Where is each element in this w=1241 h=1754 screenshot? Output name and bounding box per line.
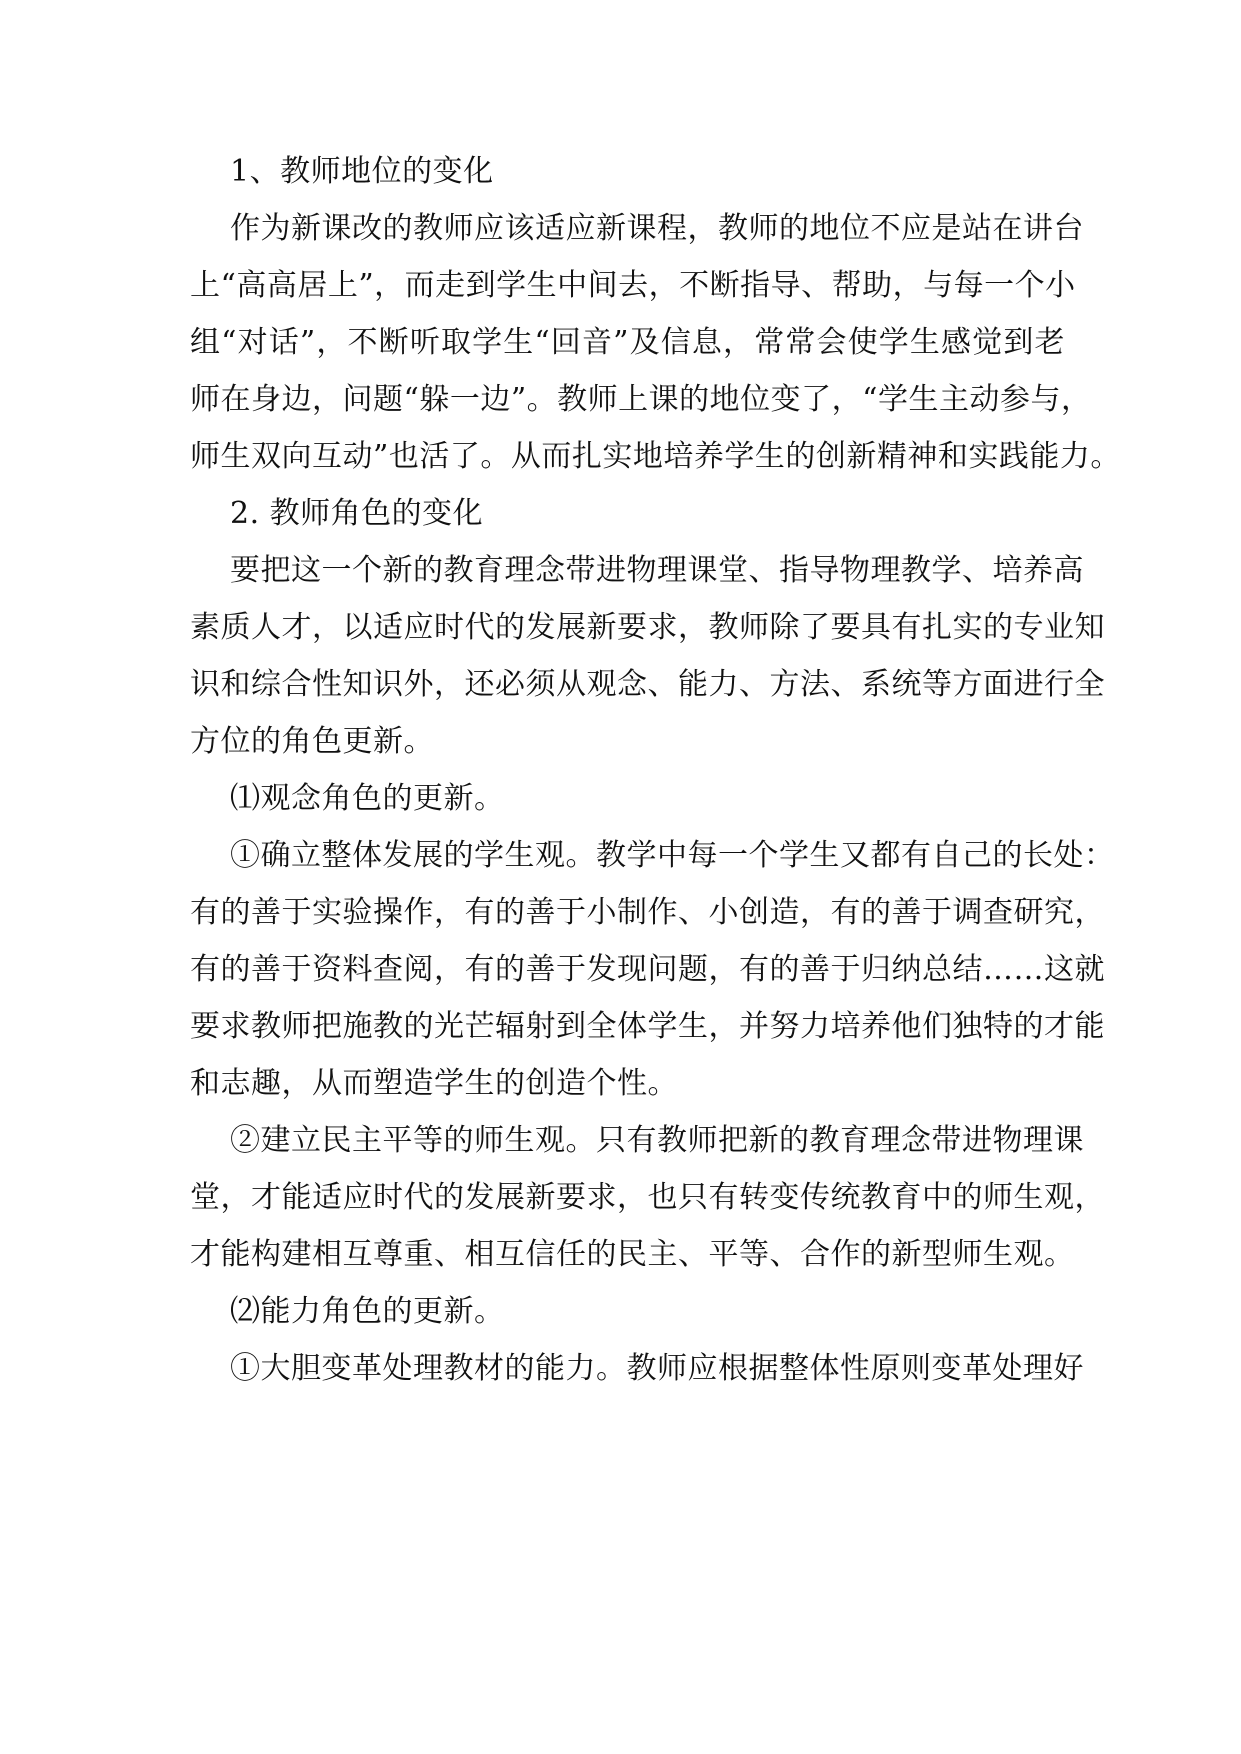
paragraph-line: 有的善于资料查阅，有的善于发现问题，有的善于归纳总结……这就 xyxy=(190,952,1105,987)
paragraph-line: 组“对话”，不断听取学生“回音”及信息，常常会使学生感觉到老 xyxy=(190,325,1065,360)
paragraph-line: 作为新课改的教师应该适应新课程，教师的地位不应是站在讲台 xyxy=(230,211,1084,246)
heading-teacher-role: 2. 教师角色的变化 xyxy=(230,496,484,531)
subheading-concept-role: ⑴观念角色的更新。 xyxy=(230,781,505,816)
heading-teacher-status: 1、教师地位的变化 xyxy=(230,154,494,189)
paragraph-line: 和志趣，从而塑造学生的创造个性。 xyxy=(190,1066,678,1101)
paragraph-line: 要把这一个新的教育理念带进物理课堂、指导物理教学、培养高 xyxy=(230,553,1084,588)
paragraph-line: ①确立整体发展的学生观。教学中每一个学生又都有自己的长处： xyxy=(230,838,1115,873)
paragraph-line: 师在身边，问题“躲一边”。教师上课的地位变了，“学生主动参与， xyxy=(190,382,1092,417)
paragraph-line: 堂，才能适应时代的发展新要求，也只有转变传统教育中的师生观， xyxy=(190,1180,1105,1215)
paragraph-line: 方位的角色更新。 xyxy=(190,724,434,759)
paragraph-line: 识和综合性知识外，还必须从观念、能力、方法、系统等方面进行全 xyxy=(190,667,1105,702)
paragraph-line: 才能构建相互尊重、相互信任的民主、平等、合作的新型师生观。 xyxy=(190,1237,1075,1272)
paragraph-line: 上“高高居上”，而走到学生中间去，不断指导、帮助，与每一个小 xyxy=(190,268,1076,303)
paragraph-line: ①大胆变革处理教材的能力。教师应根据整体性原则变革处理好 xyxy=(230,1351,1084,1386)
paragraph-line: 素质人才，以适应时代的发展新要求，教师除了要具有扎实的专业知 xyxy=(190,610,1105,645)
subheading-ability-role: ⑵能力角色的更新。 xyxy=(230,1294,505,1329)
paragraph-line: 有的善于实验操作，有的善于小制作、小创造，有的善于调查研究， xyxy=(190,895,1105,930)
paragraph-line: 师生双向互动”也活了。从而扎实地培养学生的创新精神和实践能力。 xyxy=(190,439,1121,474)
paragraph-line: 要求教师把施教的光芒辐射到全体学生，并努力培养他们独特的才能 xyxy=(190,1009,1105,1044)
paragraph-line: ②建立民主平等的师生观。只有教师把新的教育理念带进物理课 xyxy=(230,1123,1084,1158)
